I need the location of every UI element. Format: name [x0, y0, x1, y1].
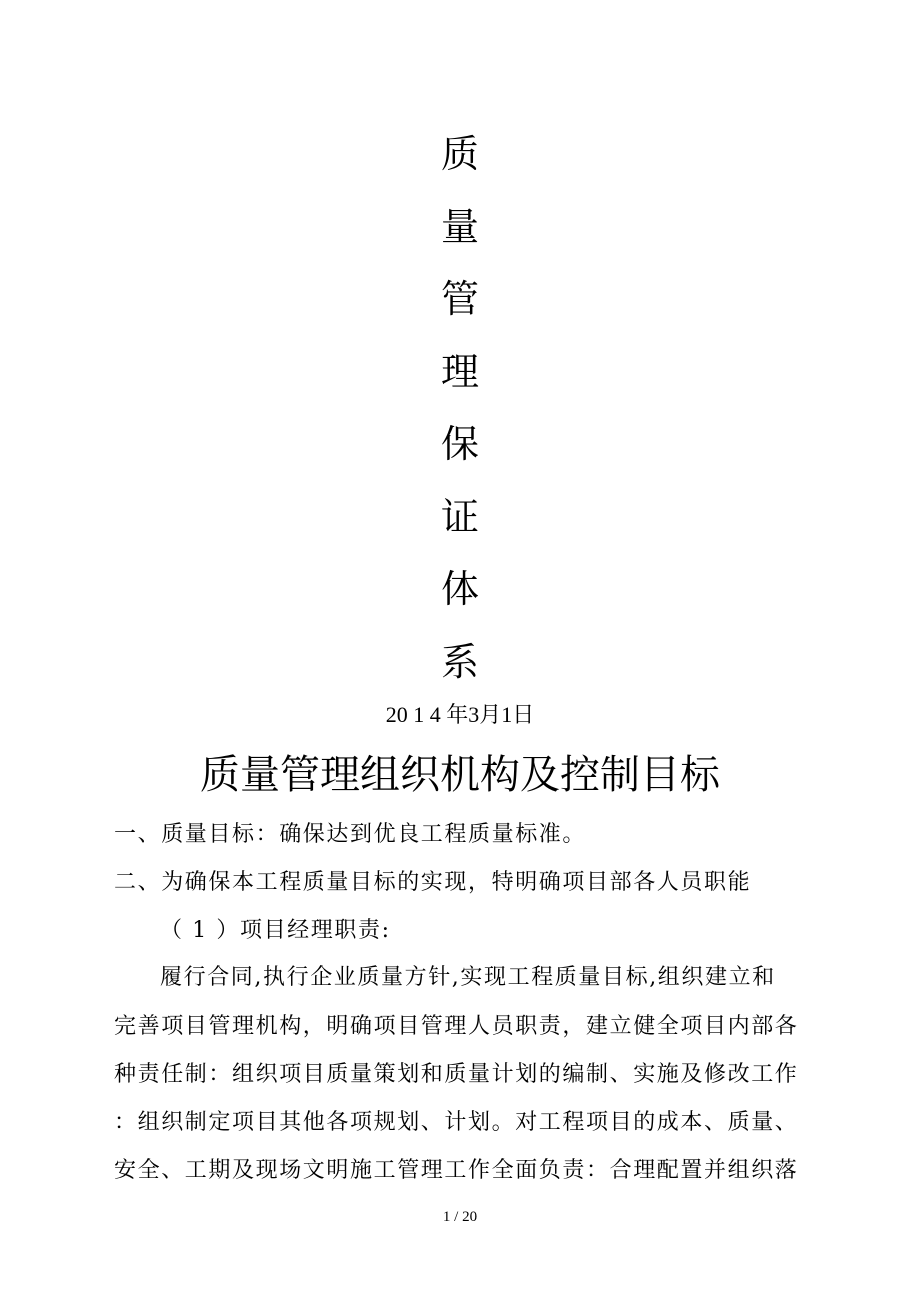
- title-char: 管: [440, 277, 479, 321]
- body-paragraph-line: ：组织制定项目其他各项规划、计划。对工程项目的成本、质量、: [114, 1110, 799, 1135]
- title-char: 质: [440, 132, 479, 176]
- body-paragraph-line: 完善项目管理机构，明确项目管理人员职责，建立健全项目内部各: [114, 1014, 799, 1039]
- title-char: 量: [440, 204, 479, 249]
- section-heading: 质量管理组织机构及控制目标: [200, 752, 720, 798]
- title-char: 系: [440, 639, 479, 684]
- vertical-cover-title: [0, 118, 920, 698]
- title-char: 理: [440, 349, 479, 394]
- body-line-quality-target: 一、质量目标：确保达到优良工程质量标准。: [114, 822, 587, 847]
- subheading-project-manager-duties: （ 1 ）项目经理职责:: [160, 918, 391, 943]
- body-paragraph-line: 安全、工期及现场文明施工管理工作全面负责：合理配置并组织落: [114, 1158, 799, 1183]
- body-paragraph-line: 种责任制：组织项目质量策划和质量计划的编制、实施及修改工作: [114, 1062, 799, 1087]
- cover-date: 20 1 4 年3月1日: [385, 702, 535, 727]
- title-char: 证: [440, 494, 479, 539]
- page-number: 1 / 20: [442, 1209, 478, 1225]
- title-char: 体: [440, 567, 479, 611]
- body-paragraph-line: 履行合同,执行企业质量方针,实现工程质量目标,组织建立和: [160, 965, 776, 990]
- title-char: 保: [440, 422, 479, 466]
- body-line-roles-intro: 二、为确保本工程质量目标的实现，特明确项目部各人员职能: [114, 870, 752, 895]
